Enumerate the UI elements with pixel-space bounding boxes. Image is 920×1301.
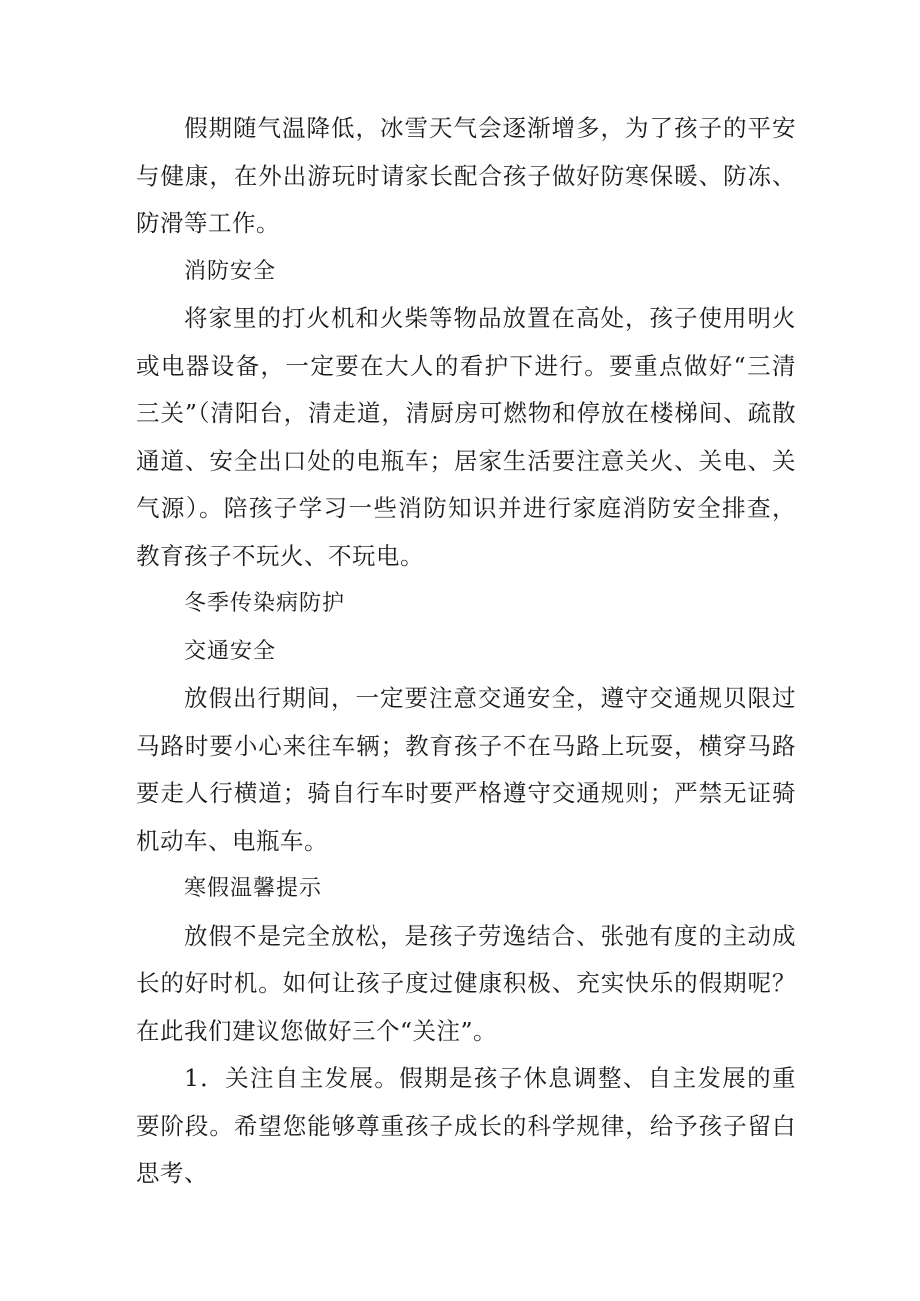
paragraph-fire-safety: 将家里的打火机和火柴等物品放置在高处，孩子使用明火或电器设备，一定要在大人的看护下进行。要重点做好“三清三关”（清阳台，清走道，清厨房可燃物和停放在楼梯间、疏散通道、安全出口处的电瓶车；居家生活要注意关火、关电、关气源）。陪孩子学习一些消防知识并进行家庭消防安全排查，教育孩子不玩火、不玩电。 [136, 304, 796, 570]
paragraph-autonomous-development: 1．关注自主发展。假期是孩子休息调整、自主发展的重要阶段。希望您能够尊重孩子成长的科学规律，给予孩子留白思考、 [136, 1064, 796, 1187]
paragraph-traffic-safety: 放假出行期间，一定要注意交通安全，遵守交通规贝限过马路时要小心来往车辆；教育孩子不在马路上玩耍，横穿马路要走人行横道；骑自行车时要严格遵守交通规则；严禁无证骑机动车、电瓶车。 [136, 684, 796, 855]
paragraph-winter-tips: 放假不是完全放松，是孩子劳逸结合、张弛有度的主动成长的好时机。如何让孩子度过健康积极、充实快乐的假期呢？在此我们建议您做好三个“关注”。 [136, 921, 796, 1045]
paragraph-winter-weather: 假期随气温降低，冰雪天气会逐渐增多，为了孩子的平安与健康，在外出游玩时请家长配合孩子做好防寒保暖、防冻、防滑等工作。 [136, 114, 796, 237]
document-body [136, 105, 796, 1198]
heading-fire-safety: 消防安全 [184, 258, 277, 284]
heading-winter-tips: 寒假温馨提示 [184, 876, 323, 901]
heading-winter-disease: 冬季传染病防护 [184, 591, 346, 616]
heading-traffic-safety: 交通安全 [184, 638, 277, 664]
